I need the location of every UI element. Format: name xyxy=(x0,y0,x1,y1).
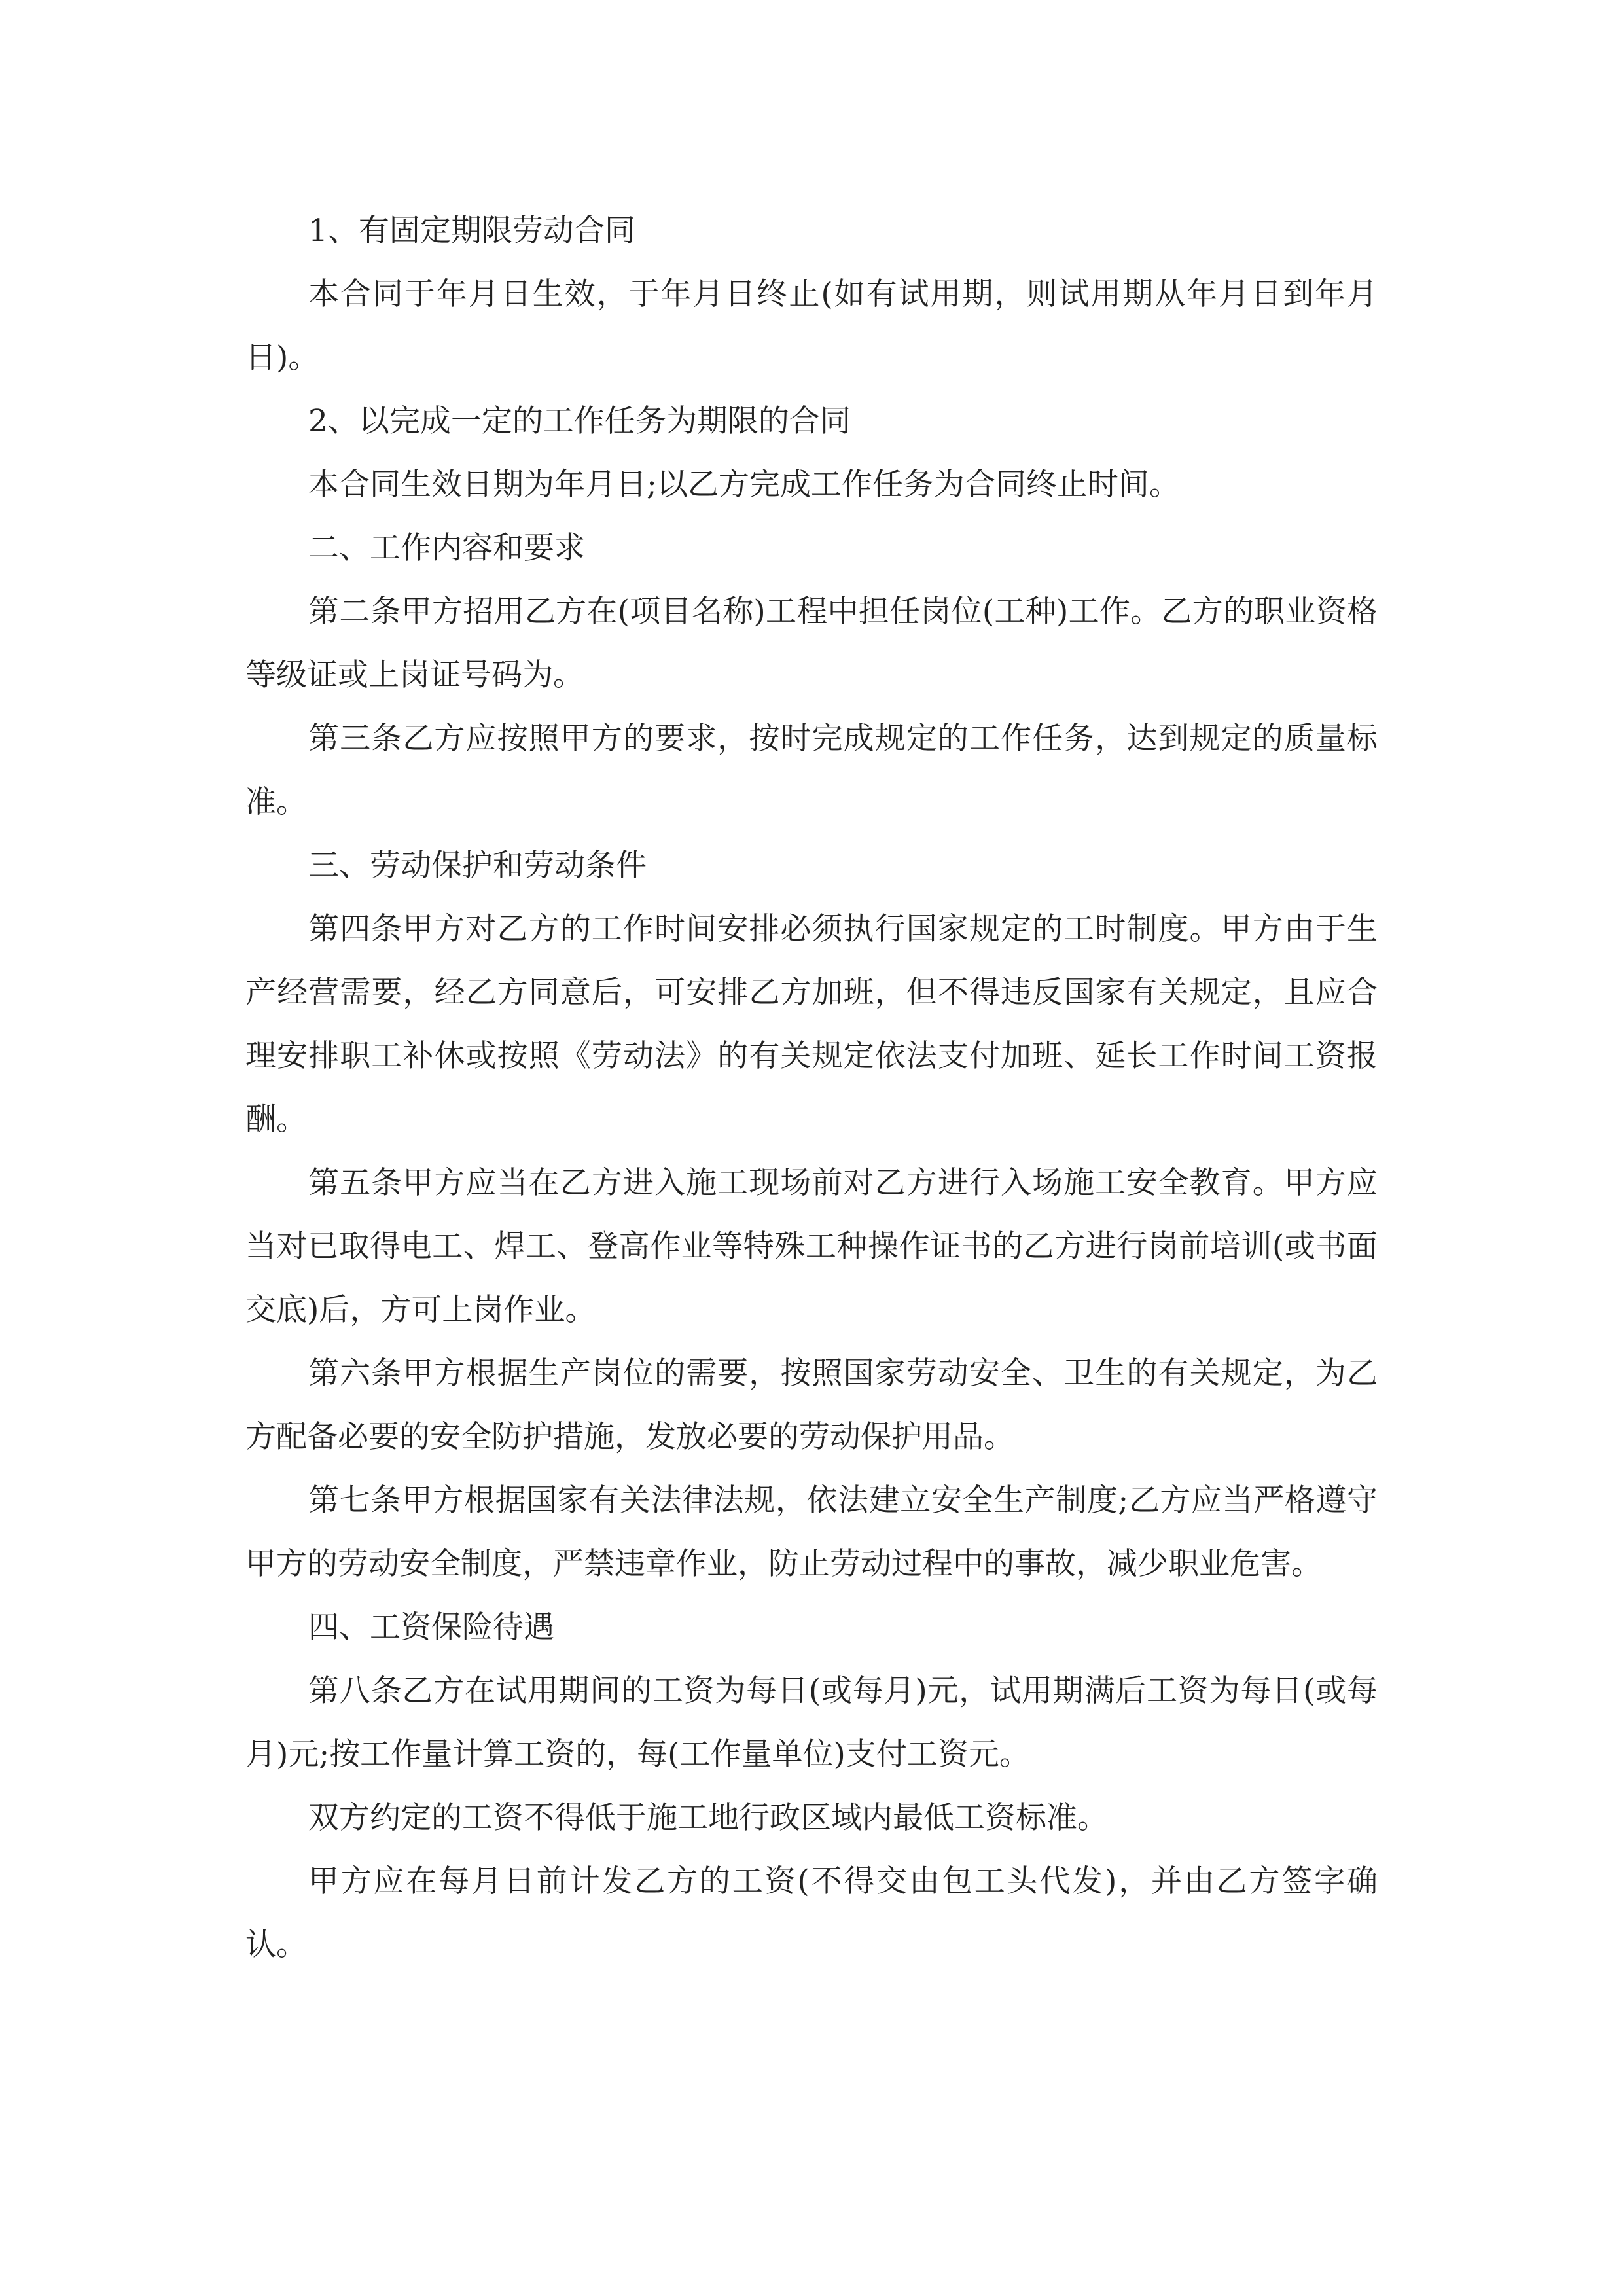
article-2: 第二条甲方招用乙方在(项目名称)工程中担任岗位(工种)工作。乙方的职业资格等级证或上岗证号码为。 xyxy=(245,594,1378,693)
document-body xyxy=(245,199,1378,1977)
paragraph: 甲方应在每月日前计发乙方的工资(不得交由包工头代发)，并由乙方签字确认。 xyxy=(245,1863,1378,1963)
clause-task-term-heading: 2、以完成一定的工作任务为期限的合同 xyxy=(308,403,851,439)
section-heading-wages-insurance: 四、工资保险待遇 xyxy=(308,1609,554,1645)
article-3: 第三条乙方应按照甲方的要求，按时完成规定的工作任务，达到规定的质量标准。 xyxy=(245,721,1378,820)
article-6: 第六条甲方根据生产岗位的需要，按照国家劳动安全、卫生的有关规定，为乙方配备必要的安全防护措施，发放必要的劳动保护用品。 xyxy=(245,1355,1378,1455)
article-8: 第八条乙方在试用期间的工资为每日(或每月)元，试用期满后工资为每日(或每月)元;按工作量计算工资的，每(工作量单位)支付工资元。 xyxy=(245,1673,1378,1772)
section-heading-labor-protection: 三、劳动保护和劳动条件 xyxy=(308,848,647,884)
clause-fixed-term-heading: 1、有固定期限劳动合同 xyxy=(308,213,635,249)
article-5: 第五条甲方应当在乙方进入施工现场前对乙方进行入场施工安全教育。甲方应当对已取得电工、焊工、登高作业等特殊工种操作证书的乙方进行岗前培训(或书面交底)后，方可上岗作业。 xyxy=(245,1165,1378,1328)
section-heading-work-content: 二、工作内容和要求 xyxy=(308,530,585,566)
paragraph: 双方约定的工资不得低于施工地行政区域内最低工资标准。 xyxy=(308,1800,1108,1836)
paragraph: 本合同生效日期为年月日;以乙方完成工作任务为合同终止时间。 xyxy=(308,467,1180,503)
article-4: 第四条甲方对乙方的工作时间安排必须执行国家规定的工时制度。甲方由于生产经营需要，经乙方同意后，可安排乙方加班，但不得违反国家有关规定，且应合理安排职工补休或按照《劳动法》的有关规定依法支付加班、延长工作时间工资报酬。 xyxy=(245,911,1378,1138)
article-7: 第七条甲方根据国家有关法律法规，依法建立安全生产制度;乙方应当严格遵守甲方的劳动安全制度，严禁违章作业，防止劳动过程中的事故，减少职业危害。 xyxy=(245,1482,1378,1582)
paragraph: 本合同于年月日生效，于年月日终止(如有试用期，则试用期从年月日到年月日)。 xyxy=(245,276,1378,376)
